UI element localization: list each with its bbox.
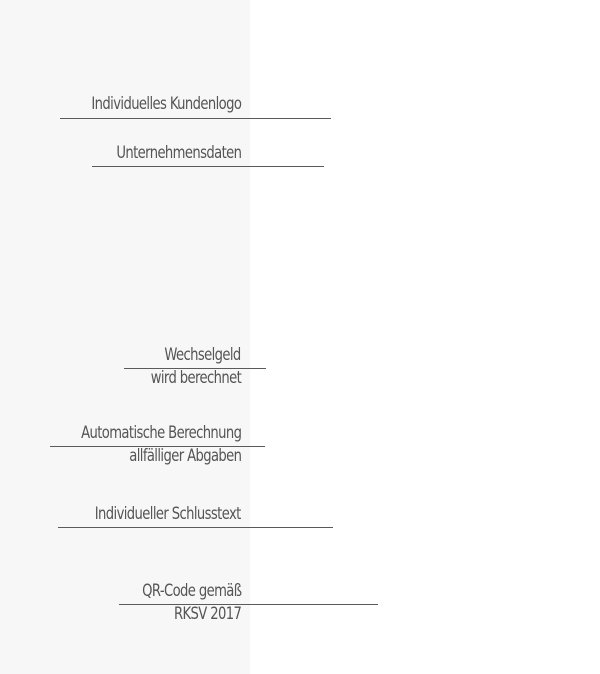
callout-qr-code-leader-line	[119, 604, 378, 605]
callout-levies-label-line1: Automatische Berechnung	[80, 423, 241, 443]
callout-logo-leader-line	[60, 118, 331, 119]
callout-qr-code-label-line1: QR-Code gemäß	[141, 581, 241, 601]
callout-change-label-line2: wird berechnet	[150, 368, 241, 388]
callout-company-data-label: Unternehmensdaten	[115, 143, 241, 163]
callout-closing-text-label: Individueller Schlusstext	[95, 504, 241, 524]
callout-qr-code-label-line2: RKSV 2017	[173, 604, 241, 624]
callout-company-data-leader-line	[92, 166, 324, 167]
callout-levies-label-line2: allfälliger Abgaben	[128, 446, 241, 466]
callout-closing-text-leader-line	[58, 527, 333, 528]
callout-logo-label: Individuelles Kundenlogo	[91, 94, 241, 114]
callout-change-label-line1: Wechselgeld	[164, 345, 241, 365]
